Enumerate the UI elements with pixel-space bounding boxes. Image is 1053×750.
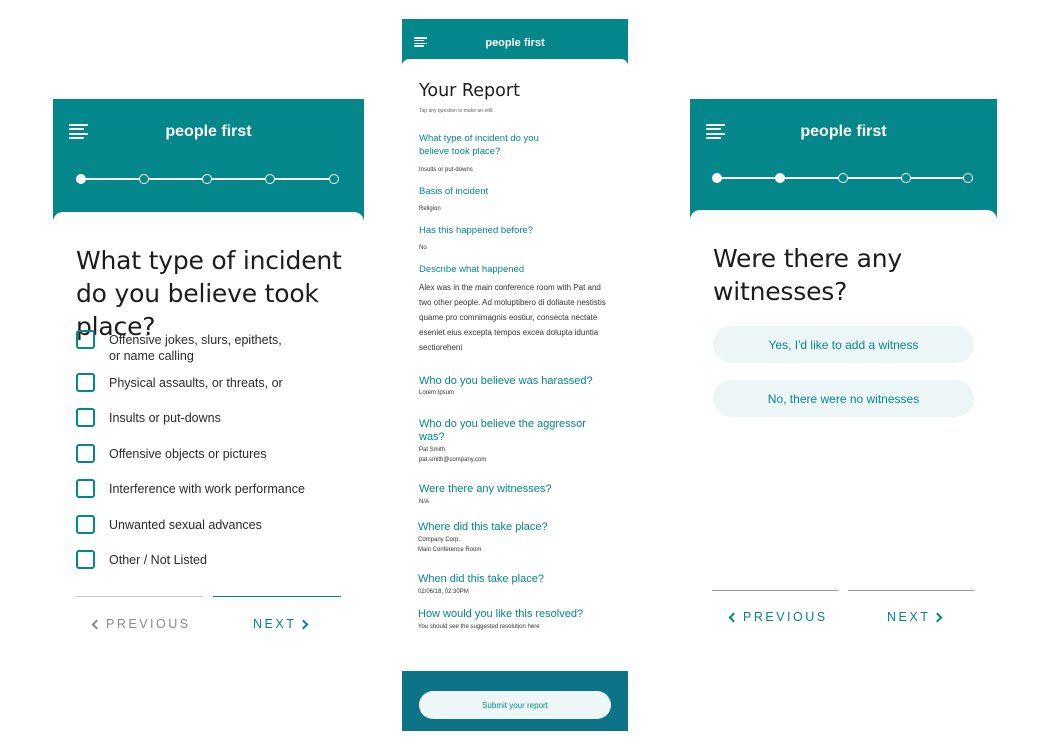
report-answer-harassed: Lorem Ipsum [419, 390, 455, 396]
report-answer-location: Company Corp. Main Conference Room [418, 537, 482, 553]
progress-step-1 [712, 173, 722, 183]
checkbox[interactable] [76, 444, 95, 463]
report-footer [402, 671, 628, 731]
option-label: Offensive objects or pictures [109, 447, 267, 461]
report-question-incident-type[interactable]: What type of incident do you believe took place? [419, 133, 539, 157]
no-witnesses-button[interactable]: No, there were no witnesses [713, 380, 974, 417]
progress-step-2 [775, 173, 785, 183]
report-hint: Tap any question to make an edit. [419, 108, 494, 114]
progress-step-4 [265, 174, 275, 184]
report-answer-basis: Religion [419, 206, 441, 212]
option-insults[interactable] [76, 410, 346, 427]
incident-type-screen [53, 99, 364, 659]
report-answer-aggressor: Pat Smith pat.smith@company.com [419, 447, 487, 463]
checkbox[interactable] [76, 515, 95, 534]
option-label: Interference with work performance [109, 482, 305, 496]
chevron-left-icon [92, 619, 102, 629]
progress-stepper [77, 172, 339, 186]
report-title: Your Report [419, 81, 520, 101]
next-underline [848, 590, 974, 591]
progress-step-4 [901, 173, 911, 183]
app-brand: people first [165, 123, 252, 140]
report-answer-date: 02/06/18, 02:30PM [418, 589, 469, 595]
report-answer-resolution: You should see the suggested resolution here [418, 624, 540, 630]
next-button[interactable] [887, 610, 941, 624]
option-label: Offensive jokes, slurs, epithets, or name calling [109, 333, 282, 363]
content-card [53, 212, 364, 659]
option-unwanted-advances[interactable] [76, 517, 346, 534]
report-question-describe[interactable]: Describe what happened [419, 264, 525, 275]
progress-stepper [713, 171, 973, 185]
option-offensive-jokes[interactable] [76, 332, 346, 364]
report-answer-describe: Alex was in the main conference room with Pat and two other people. Ad moluptibero di dollaute nestistis quame pro comnimagnis eostiur, consecta nectate eseniet eius excepta tempos excea dolupta iduntia sectioreheni [419, 283, 606, 352]
checkbox[interactable] [76, 373, 95, 392]
witnesses-screen [690, 99, 997, 659]
app-header [53, 99, 364, 229]
option-label: Physical assaults, or threats, or [109, 376, 283, 390]
option-label: Other / Not Listed [109, 553, 207, 567]
next-underline [213, 596, 341, 597]
checkbox[interactable] [76, 550, 95, 569]
report-question-resolution[interactable]: How would you like this resolved? [418, 608, 584, 620]
chevron-left-icon [729, 612, 739, 622]
previous-button[interactable] [93, 617, 191, 631]
next-button[interactable] [253, 617, 307, 631]
progress-step-3 [838, 173, 848, 183]
option-offensive-objects[interactable] [76, 446, 346, 463]
report-question-location[interactable]: Where did this take place? [418, 521, 548, 533]
report-question-aggressor[interactable]: Who do you believe the aggressor was? [419, 418, 586, 443]
previous-label: PREVIOUS [743, 610, 828, 624]
option-interference[interactable] [76, 481, 346, 498]
checkbox[interactable] [76, 408, 95, 427]
report-question-date[interactable]: When did this take place? [418, 573, 544, 585]
option-physical-assaults[interactable] [76, 375, 346, 392]
add-witness-button[interactable]: Yes, I'd like to add a witness [713, 326, 974, 363]
question-heading: Were there any witnesses? [713, 244, 902, 306]
previous-label: PREVIOUS [106, 617, 191, 631]
report-question-witnesses[interactable]: Were there any witnesses? [419, 483, 552, 495]
chevron-right-icon [933, 612, 943, 622]
option-label: Insults or put-downs [109, 411, 221, 425]
progress-step-5 [963, 173, 973, 183]
question-heading: What type of incident do you believe took place? [76, 246, 342, 341]
submit-report-button[interactable]: Submit your report [419, 691, 611, 719]
report-card [402, 59, 628, 679]
checkbox[interactable] [76, 330, 95, 349]
option-label: Unwanted sexual advances [109, 518, 262, 532]
report-answer-incident-type: Insults or put-downs [419, 167, 473, 173]
previous-underline [76, 596, 203, 597]
chevron-right-icon [299, 619, 309, 629]
checkbox[interactable] [76, 479, 95, 498]
next-label: NEXT [253, 617, 297, 631]
progress-step-5 [329, 174, 339, 184]
report-question-happened-before[interactable]: Has this happened before? [419, 225, 534, 236]
report-answer-happened-before: No [419, 245, 427, 251]
previous-button[interactable] [730, 610, 828, 624]
progress-step-3 [202, 174, 212, 184]
report-review-screen [402, 19, 628, 731]
report-answer-witnesses: N/A [419, 499, 430, 505]
app-brand: people first [800, 123, 887, 140]
app-brand: people first [485, 37, 545, 49]
progress-step-2 [139, 174, 149, 184]
report-question-harassed[interactable]: Who do you believe was harassed? [419, 375, 593, 387]
progress-step-1 [76, 174, 86, 184]
content-card [690, 210, 997, 659]
option-other[interactable] [76, 552, 346, 569]
report-question-basis[interactable]: Basis of incident [419, 186, 489, 197]
previous-underline [712, 590, 838, 591]
next-label: NEXT [887, 610, 931, 624]
